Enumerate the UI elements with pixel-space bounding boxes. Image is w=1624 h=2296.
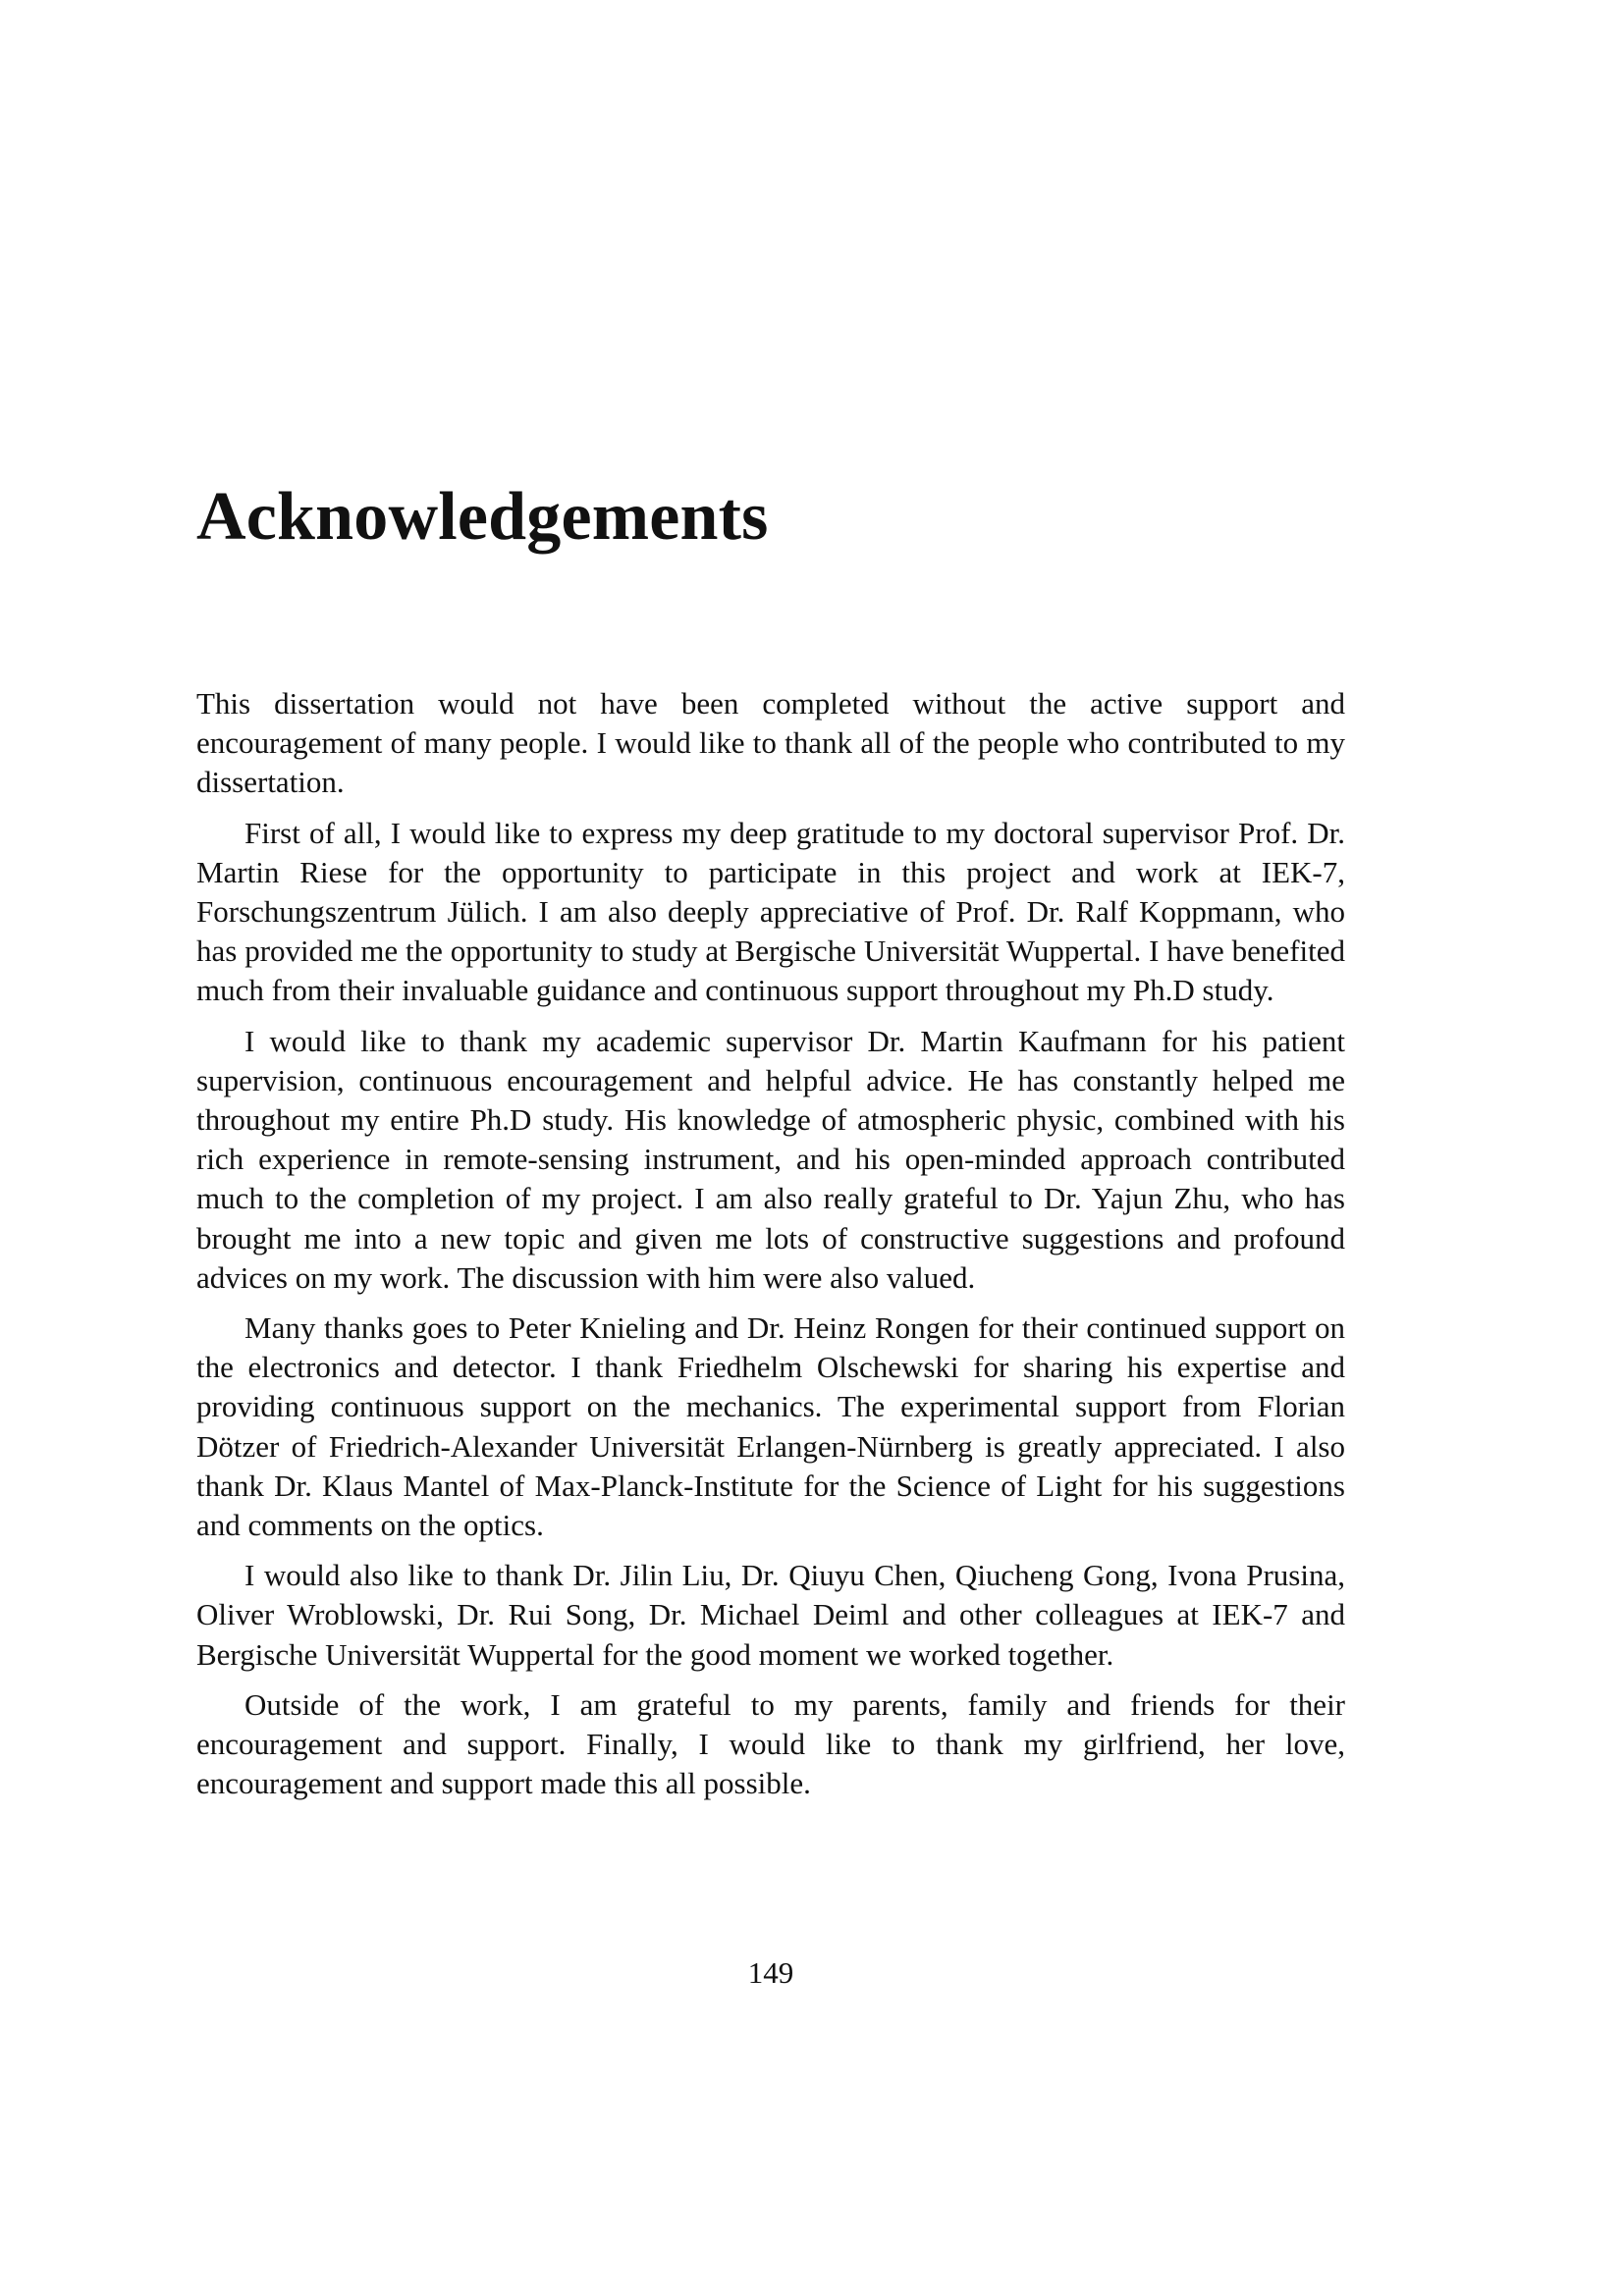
chapter-title: Acknowledgements (196, 479, 769, 555)
acknowledgements-body (196, 684, 1345, 1814)
paragraph-family: Outside of the work, I am grateful to my parents, family and friends for their encouragement and support. Finally, I would like to thank my girlfriend, her love, encouragement and support made this all possible. (196, 1686, 1345, 1801)
paragraph-colleagues: I would also like to thank Dr. Jilin Liu, Dr. Qiuyu Chen, Qiucheng Gong, Ivona Prusina, Oliver Wroblowski, Dr. Rui Song, Dr. Michael Deiml and other colleagues at IEK-7 and Bergische Universität Wuppertal for the good moment we worked together. (196, 1558, 1345, 1672)
paragraph-intro: This dissertation would not have been completed without the active support and encouragement of many people. I would like to thank all of the people who contributed to my dissertation. (196, 686, 1345, 800)
paragraph-technical-support: Many thanks goes to Peter Knieling and Dr. Heinz Rongen for their continued support on the electronics and detector. I thank Friedhelm Olschewski for sharing his expertise and providing continuous support on the mechanics. The experimental support from Florian Dötzer of Friedrich-Alexander Universität Erlangen-Nürnberg is greatly appreciated. I also thank Dr. Klaus Mantel of Max-Planck-Institute for the Science of Light for his suggestions and comments on the optics. (196, 1310, 1345, 1543)
paragraph-academic-supervisor: I would like to thank my academic supervisor Dr. Martin Kaufmann for his patient supervision, continuous encouragement and helpful advice. He has constantly helped me throughout my entire Ph.D study. His knowledge of atmospheric physic, combined with his rich experience in remote-sensing instrument, and his open-minded approach contributed much to the completion of my project. I am also really grateful to Dr. Yajun Zhu, who has brought me into a new topic and given me lots of constructive suggestions and profound advices on my work. The discussion with him were also valued. (196, 1023, 1345, 1295)
page-number: 149 (747, 1955, 794, 1990)
paragraph-supervisors: First of all, I would like to express my deep gratitude to my doctoral supervisor Prof. Dr. Martin Riese for the opportunity to participate in this project and work at IEK-7, Forschungszentrum Jülich. I am also deeply appreciative of Prof. Dr. Ralf Koppmann, who has provided me the opportunity to study at Bergische Universität Wuppertal. I have benefited much from their invaluable guidance and continuous support throughout my Ph.D study. (196, 815, 1345, 1008)
